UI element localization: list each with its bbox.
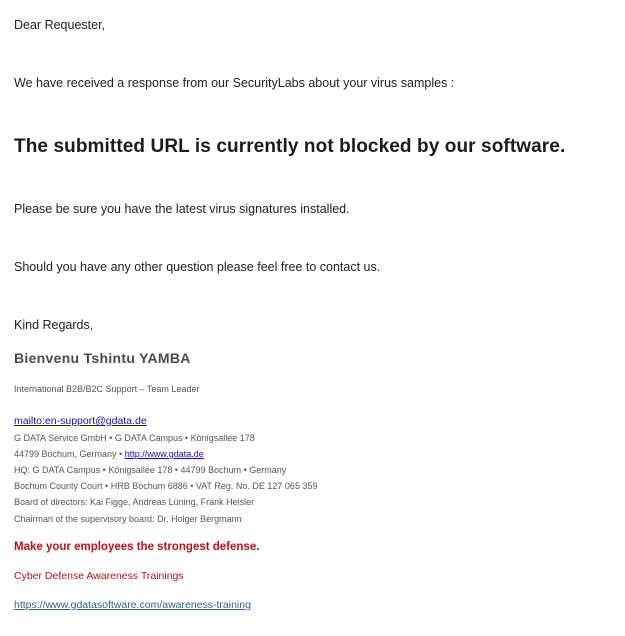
address-text: 44799 Bochum, Germany • xyxy=(14,449,125,459)
company-line: G DATA Service GmbH • G DATA Campus • Königsallee 178 xyxy=(14,433,255,443)
hq-line: HQ: G DATA Campus • Königsallee 178 • 44799 Bochum • Germany xyxy=(14,465,287,475)
result-headline: The submitted URL is currently not blocked by our software. xyxy=(14,136,566,157)
court-line: Bochum County Court • HRB Bochum 6886 • VAT Reg. No. DE 127 065 359 xyxy=(14,481,318,491)
board-line: Board of directors: Kai Figge, Andreas Lüning, Frank Heisler xyxy=(14,497,255,507)
advice-text: Please be sure you have the latest virus signatures installed. xyxy=(14,202,350,216)
email-link[interactable]: mailto:en-support@gdata.de xyxy=(14,415,147,427)
address-line xyxy=(14,449,204,459)
website-link[interactable]: http://www.gdata.de xyxy=(124,449,204,459)
training-text: Cyber Defense Awareness Trainings xyxy=(14,570,184,582)
signature-name: Bienvenu Tshintu YAMBA xyxy=(14,350,191,366)
intro-text: We have received a response from our SecurityLabs about your virus samples : xyxy=(14,76,455,90)
closing-text: Kind Regards, xyxy=(14,318,94,332)
signature-role: International B2B/B2C Support – Team Leader xyxy=(14,384,200,394)
promo-tagline: Make your employees the strongest defense. xyxy=(14,541,260,553)
training-link[interactable]: https://www.gdatasoftware.com/awareness-training xyxy=(14,599,251,611)
greeting: Dear Requester, xyxy=(14,18,106,32)
chairman-line: Chairman of the supervisory board: Dr. Holger Bergmann xyxy=(14,514,242,524)
contact-text: Should you have any other question please feel free to contact us. xyxy=(14,260,381,274)
